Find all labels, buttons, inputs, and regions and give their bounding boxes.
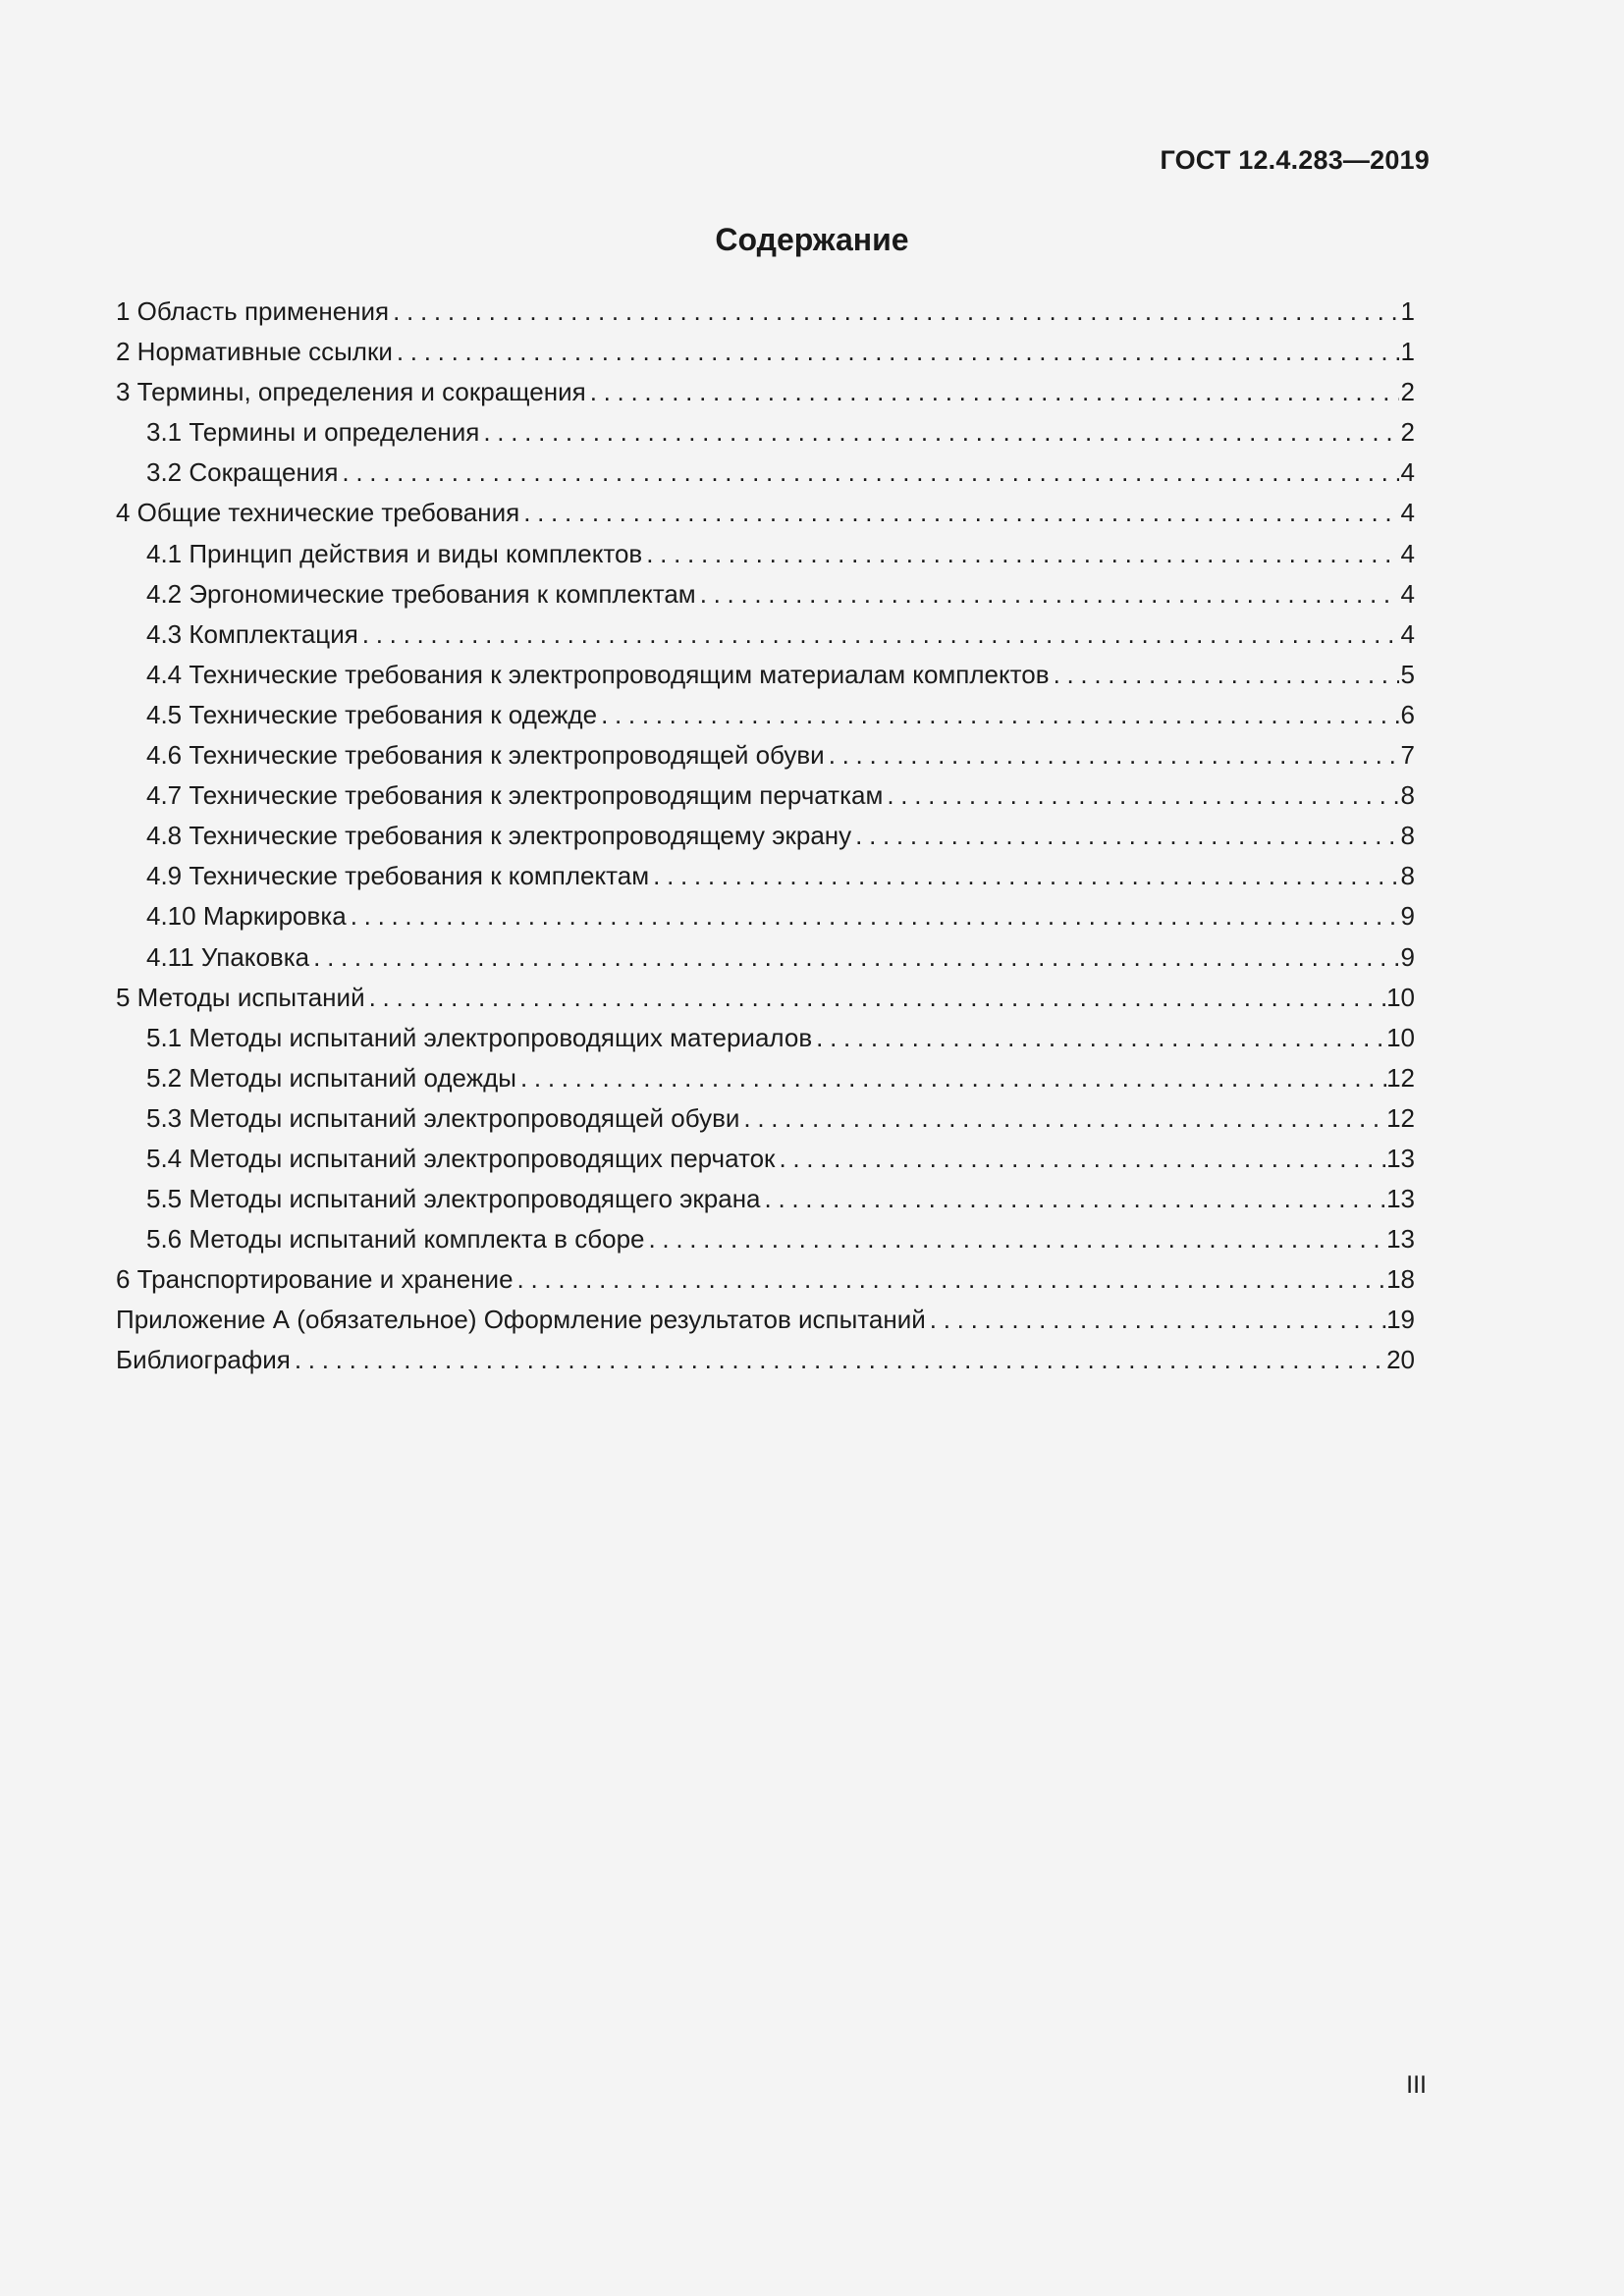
toc-entry-title: 3.2 Сокращения bbox=[146, 457, 339, 488]
toc-entry[interactable] bbox=[116, 1139, 1415, 1179]
toc-entry-page: 4 bbox=[1400, 457, 1415, 488]
toc-entry[interactable] bbox=[116, 332, 1415, 372]
toc-dot-leader bbox=[855, 816, 1399, 856]
toc-entry-page: 1 bbox=[1400, 296, 1415, 326]
toc-entry-page: 8 bbox=[1400, 780, 1415, 811]
toc-dot-leader bbox=[342, 453, 1399, 493]
toc-dot-leader bbox=[930, 1300, 1386, 1340]
toc-entry-page: 18 bbox=[1386, 1264, 1415, 1295]
toc-dot-leader bbox=[887, 775, 1399, 816]
toc-entry-title: 4 Общие технические требования bbox=[116, 498, 520, 528]
toc-dot-leader bbox=[816, 1018, 1386, 1058]
toc-entry[interactable] bbox=[116, 978, 1415, 1018]
toc-entry[interactable] bbox=[116, 292, 1415, 332]
toc-entry-title: 5.6 Методы испытаний комплекта в сборе bbox=[146, 1224, 645, 1255]
toc-entry-title: 4.1 Принцип действия и виды комплектов bbox=[146, 538, 643, 568]
toc-entry[interactable] bbox=[116, 1340, 1415, 1380]
toc-entry-title: 6 Транспортирование и хранение bbox=[116, 1264, 514, 1295]
toc-entry-title: 4.3 Комплектация bbox=[146, 618, 358, 649]
toc-entry-title: 4.7 Технические требования к электропроводящим перчаткам bbox=[146, 780, 884, 811]
toc-entry[interactable] bbox=[116, 372, 1415, 412]
toc-dot-leader bbox=[397, 332, 1399, 372]
toc-entry-title: 4.5 Технические требования к одежде bbox=[146, 699, 598, 729]
toc-entry-title: 4.4 Технические требования к электропроводящим материалам комплектов bbox=[146, 659, 1050, 689]
toc-entry-title: 3.1 Термины и определения bbox=[146, 417, 480, 448]
toc-entry-title: 5.3 Методы испытаний электропроводящей обуви bbox=[146, 1102, 740, 1133]
toc-entry-title: 5.4 Методы испытаний электропроводящих перчаток bbox=[146, 1143, 776, 1173]
toc-entry-title: 4.2 Эргономические требования к комплектам bbox=[146, 578, 696, 609]
toc-entry-page: 6 bbox=[1400, 699, 1415, 729]
toc-dot-leader bbox=[351, 896, 1399, 936]
toc-entry-page: 7 bbox=[1400, 740, 1415, 771]
toc-dot-leader bbox=[653, 856, 1399, 896]
toc-entry[interactable] bbox=[116, 896, 1415, 936]
toc-entry-page: 19 bbox=[1386, 1305, 1415, 1335]
toc-entry-page: 8 bbox=[1400, 821, 1415, 851]
toc-entry[interactable] bbox=[116, 534, 1415, 574]
toc-dot-leader bbox=[483, 412, 1399, 453]
toc-entry-page: 5 bbox=[1400, 659, 1415, 689]
toc-entry[interactable] bbox=[116, 1259, 1415, 1300]
toc-entry-title: 5.1 Методы испытаний электропроводящих материалов bbox=[146, 1022, 813, 1052]
toc-entry-title: 3 Термины, определения и сокращения bbox=[116, 377, 586, 407]
toc-entry-title: 4.6 Технические требования к электропроводящей обуви bbox=[146, 740, 825, 771]
table-of-contents bbox=[116, 292, 1415, 1381]
toc-entry-page: 13 bbox=[1386, 1224, 1415, 1255]
toc-entry[interactable] bbox=[116, 735, 1415, 775]
toc-entry-page: 10 bbox=[1386, 1022, 1415, 1052]
toc-entry-page: 10 bbox=[1386, 982, 1415, 1012]
toc-entry-page: 12 bbox=[1386, 1102, 1415, 1133]
document-code: ГОСТ 12.4.283—2019 bbox=[1160, 145, 1430, 175]
toc-entry-page: 4 bbox=[1400, 578, 1415, 609]
toc-dot-leader bbox=[590, 372, 1399, 412]
toc-entry[interactable] bbox=[116, 614, 1415, 655]
toc-entry[interactable] bbox=[116, 493, 1415, 533]
toc-dot-leader bbox=[369, 978, 1386, 1018]
toc-entry-title: 1 Область применения bbox=[116, 296, 390, 326]
toc-entry-title: 4.11 Упаковка bbox=[146, 941, 310, 972]
toc-entry-page: 12 bbox=[1386, 1062, 1415, 1093]
toc-entry-title: Приложение А (обязательное) Оформление результатов испытаний bbox=[116, 1305, 926, 1335]
toc-entry-page: 2 bbox=[1400, 377, 1415, 407]
toc-entry-title: 4.8 Технические требования к электропроводящему экрану bbox=[146, 821, 852, 851]
toc-entry-title: 5 Методы испытаний bbox=[116, 982, 365, 1012]
toc-dot-leader bbox=[646, 534, 1399, 574]
toc-entry-page: 4 bbox=[1400, 538, 1415, 568]
toc-entry-page: 13 bbox=[1386, 1184, 1415, 1214]
toc-entry-page: 9 bbox=[1400, 941, 1415, 972]
toc-entry[interactable] bbox=[116, 574, 1415, 614]
toc-entry-page: 9 bbox=[1400, 901, 1415, 932]
toc-dot-leader bbox=[648, 1219, 1386, 1259]
toc-entry-title: 4.9 Технические требования к комплектам bbox=[146, 861, 650, 891]
toc-entry-title: Библиография bbox=[116, 1345, 291, 1375]
toc-entry-title: 2 Нормативные ссылки bbox=[116, 337, 393, 367]
toc-dot-leader bbox=[393, 292, 1399, 332]
toc-entry-page: 4 bbox=[1400, 498, 1415, 528]
toc-entry[interactable] bbox=[116, 1058, 1415, 1098]
toc-dot-leader bbox=[765, 1179, 1387, 1219]
toc-dot-leader bbox=[523, 493, 1399, 533]
toc-dot-leader bbox=[601, 695, 1399, 735]
toc-entry[interactable] bbox=[116, 655, 1415, 695]
toc-entry[interactable] bbox=[116, 816, 1415, 856]
toc-entry[interactable] bbox=[116, 775, 1415, 816]
toc-dot-leader bbox=[295, 1340, 1386, 1380]
toc-title: Содержание bbox=[715, 222, 909, 257]
toc-entry-title: 5.5 Методы испытаний электропроводящего экрана bbox=[146, 1184, 761, 1214]
toc-entry[interactable] bbox=[116, 1098, 1415, 1139]
toc-entry-page: 1 bbox=[1400, 337, 1415, 367]
toc-dot-leader bbox=[520, 1058, 1386, 1098]
toc-entry[interactable] bbox=[116, 453, 1415, 493]
toc-entry-page: 20 bbox=[1386, 1345, 1415, 1375]
toc-entry[interactable] bbox=[116, 1219, 1415, 1259]
toc-entry-page: 4 bbox=[1400, 618, 1415, 649]
toc-dot-leader bbox=[517, 1259, 1387, 1300]
toc-dot-leader bbox=[779, 1139, 1386, 1179]
toc-entry-title: 5.2 Методы испытаний одежды bbox=[146, 1062, 516, 1093]
toc-entry-page: 8 bbox=[1400, 861, 1415, 891]
toc-dot-leader bbox=[362, 614, 1399, 655]
toc-entry[interactable] bbox=[116, 1300, 1415, 1340]
toc-dot-leader bbox=[313, 937, 1399, 978]
toc-dot-leader bbox=[829, 735, 1399, 775]
toc-entry[interactable] bbox=[116, 695, 1415, 735]
page-number: III bbox=[1406, 2071, 1427, 2099]
toc-entry-page: 13 bbox=[1386, 1143, 1415, 1173]
toc-entry-page: 2 bbox=[1400, 417, 1415, 448]
toc-entry[interactable] bbox=[116, 856, 1415, 896]
toc-entry[interactable] bbox=[116, 1018, 1415, 1058]
toc-dot-leader bbox=[743, 1098, 1386, 1139]
toc-entry[interactable] bbox=[116, 937, 1415, 978]
toc-entry[interactable] bbox=[116, 1179, 1415, 1219]
toc-dot-leader bbox=[700, 574, 1399, 614]
toc-dot-leader bbox=[1054, 655, 1399, 695]
toc-entry[interactable] bbox=[116, 412, 1415, 453]
toc-entry-title: 4.10 Маркировка bbox=[146, 901, 347, 932]
